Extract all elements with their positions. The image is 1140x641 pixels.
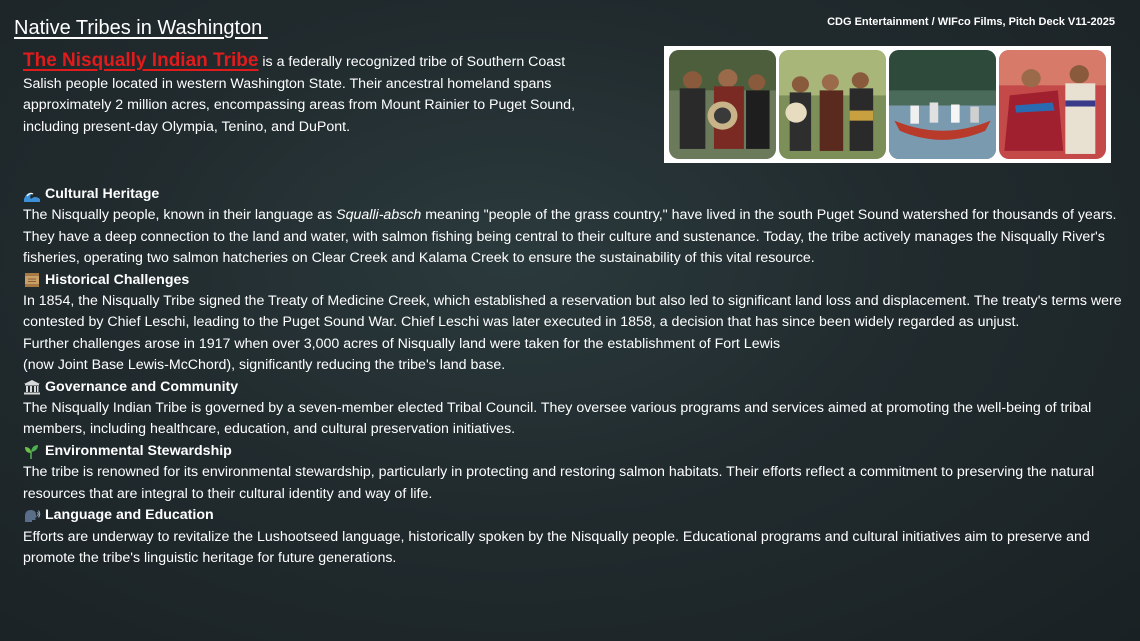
photo-drummers bbox=[779, 50, 886, 159]
ocean-wave-icon bbox=[23, 187, 41, 203]
historical-challenges-text-3: (now Joint Base Lewis-McChord), significantly reducing the tribe's land base. bbox=[23, 357, 506, 374]
language-education-text: Efforts are underway to revitalize the Lushootseed language, historically spoken by the Nisqually people. Educational programs and cultural initiatives aim to preserve and promote the tribe's linguistic heritage for future generations. bbox=[23, 528, 1090, 566]
photo-dancers-regalia bbox=[669, 50, 776, 159]
scroll-icon bbox=[23, 272, 41, 288]
section-heading-environmental-stewardship: Environmental Stewardship bbox=[23, 441, 1123, 462]
section-heading-historical-challenges: Historical Challenges bbox=[23, 270, 1123, 291]
photo-canoe-river bbox=[889, 50, 996, 159]
main-content bbox=[23, 184, 1123, 569]
environmental-stewardship-text: The tribe is renowned for its environmental stewardship, particularly in protecting and restoring salmon habitats. Their efforts reflect a commitment to preserving the natural resources that are integral to their cultural identity and way of life. bbox=[23, 464, 1095, 502]
tribe-name-heading: The Nisqually Indian Tribe bbox=[23, 50, 259, 71]
deck-label: CDG Entertainment / WIFco Films, Pitch Deck V11-2025 bbox=[827, 16, 1115, 28]
photo-collage bbox=[664, 46, 1111, 163]
section-heading-governance: Governance and Community bbox=[23, 377, 1123, 398]
historical-challenges-text: In 1854, the Nisqually Tribe signed the Treaty of Medicine Creek, which established a reservation but also led to significant land loss and displacement. The treaty's terms were contested by Chief Leschi, leading to the Puget Sound War. Chief Leschi was later executed in 1858, a decision that has since been widely regarded as unjust. bbox=[23, 293, 1122, 331]
section-heading-language-education: Language and Education bbox=[23, 505, 1123, 526]
seedling-icon bbox=[23, 444, 41, 460]
classical-building-icon bbox=[23, 379, 41, 395]
section-heading-cultural-heritage: Cultural Heritage bbox=[23, 184, 1123, 205]
photo-ceremony-blanket bbox=[999, 50, 1106, 159]
native-term: Squalli-absch bbox=[336, 207, 422, 224]
speaking-head-icon bbox=[23, 508, 41, 524]
cultural-heritage-text: The Nisqually people, known in their language as Squalli-absch meaning "people of the grass country," have lived in the south Puget Sound watershed for thousands of years. They have a deep connection to the land and water, with salmon fishing being central to their culture and sustenance. Today, the tribe actively manages the Nisqually River's fisheries, operating two salmon hatcheries on Clear Creek and Kalama Creek to ensure the sustainability of this vital resource. bbox=[23, 207, 1117, 267]
slide-title: Native Tribes in Washington bbox=[14, 17, 268, 39]
intro-text: is a federally recognized tribe of Southern Coast Salish people located in western Washington State. Their ancestral homeland spans approximately 2 million acres, encompassing areas from Mount Rainier to Puget Sound, including present-day Olympia, Tenino, and DuPont. bbox=[23, 54, 576, 135]
governance-text: The Nisqually Indian Tribe is governed by a seven-member elected Tribal Council. They oversee various programs and services aimed at promoting the well-being of tribal members, including healthcare, education, and cultural preservation initiatives. bbox=[23, 400, 1092, 438]
intro-paragraph bbox=[23, 50, 603, 138]
historical-challenges-text-2: Further challenges arose in 1917 when over 3,000 acres of Nisqually land were taken for the establishment of Fort Lewis bbox=[23, 335, 781, 352]
